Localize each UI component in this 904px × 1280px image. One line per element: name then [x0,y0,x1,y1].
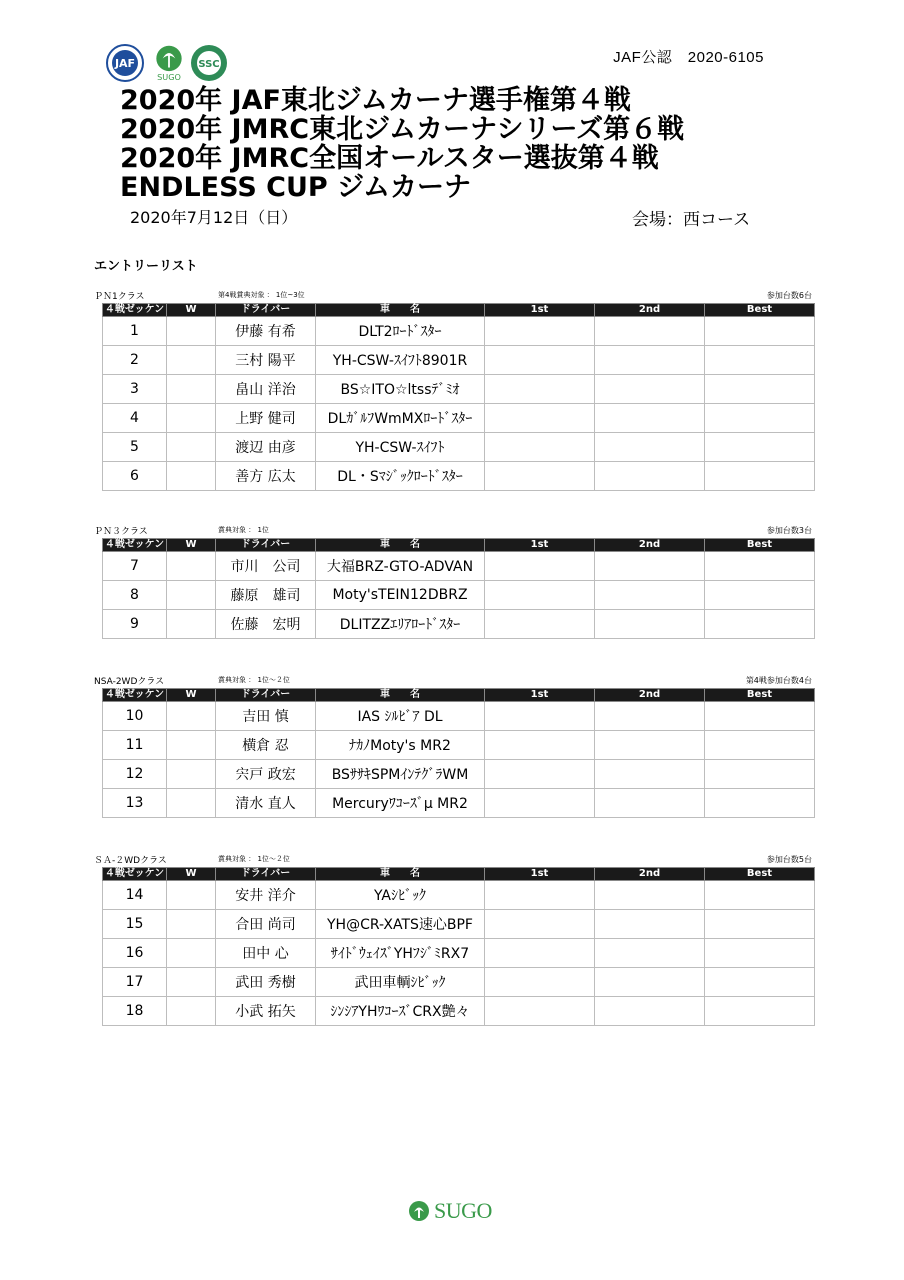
event-title-2: 2020年 JMRC東北ジムカーナシリーズ第６戦 [120,114,685,145]
sugo-logo-icon [150,44,188,82]
best-time-cell [705,375,815,404]
driver-cell: 三村 陽平 [216,346,316,375]
car-name-cell: YAｼﾋﾞｯｸ [316,881,485,910]
1st-run-cell [485,968,595,997]
entry-table [102,538,815,639]
car-number-cell: 15 [103,910,167,939]
1st-run-cell [485,404,595,433]
driver-cell: 畠山 洋治 [216,375,316,404]
column-header: 2nd [595,868,705,881]
table-header-row [103,304,815,317]
driver-cell: 横倉 忍 [216,731,316,760]
table-row [103,346,815,375]
1st-run-cell [485,939,595,968]
2nd-run-cell [595,404,705,433]
class-section [94,853,814,1026]
car-name-cell: DL・Sﾏｼﾞｯｸﾛｰﾄﾞｽﾀｰ [316,462,485,491]
best-time-cell [705,910,815,939]
table-header-row [103,539,815,552]
footer-brand-text: SUGO [434,1198,492,1223]
1st-run-cell [485,317,595,346]
w-cell [167,968,216,997]
driver-cell: 小武 拓矢 [216,997,316,1026]
w-cell [167,346,216,375]
column-header: ４戦ゼッケン [103,868,167,881]
sugo-leaf-icon [408,1200,430,1222]
driver-cell: 宍戸 政宏 [216,760,316,789]
car-name-cell: IAS ｼﾙﾋﾞｱ DL [316,702,485,731]
car-number-cell: 7 [103,552,167,581]
table-header-row [103,868,815,881]
2nd-run-cell [595,610,705,639]
table-row [103,968,815,997]
2nd-run-cell [595,910,705,939]
car-name-cell: DLITZZｴﾘｱﾛｰﾄﾞｽﾀｰ [316,610,485,639]
car-number-cell: 10 [103,702,167,731]
best-time-cell [705,881,815,910]
class-section [94,289,814,491]
1st-run-cell [485,581,595,610]
best-time-cell [705,404,815,433]
column-header: Best [705,304,815,317]
w-cell [167,404,216,433]
jaf-approval-number: JAF公認 2020-6105 [613,49,764,66]
event-titles [120,86,684,202]
class-section-header [94,674,814,688]
column-header: ドライバー [216,868,316,881]
car-number-cell: 8 [103,581,167,610]
column-header: 車 名 [316,689,485,702]
2nd-run-cell [595,552,705,581]
car-name-cell: YH@CR-XATS速心BPF [316,910,485,939]
entry-table [102,688,815,818]
w-cell [167,997,216,1026]
best-time-cell [705,702,815,731]
table-row [103,462,815,491]
w-cell [167,881,216,910]
table-row [103,997,815,1026]
driver-cell: 善方 広太 [216,462,316,491]
car-number-cell: 1 [103,317,167,346]
car-name-cell: ｻｲﾄﾞｳｪｲｽﾞYHﾌｼﾞﾐRX7 [316,939,485,968]
best-time-cell [705,317,815,346]
column-header: 1st [485,304,595,317]
2nd-run-cell [595,731,705,760]
best-time-cell [705,552,815,581]
1st-run-cell [485,881,595,910]
column-header: W [167,539,216,552]
column-header: 1st [485,689,595,702]
car-number-cell: 13 [103,789,167,818]
svg-text:JAF: JAF [114,57,136,70]
car-name-cell: DLT2ﾛｰﾄﾞｽﾀｰ [316,317,485,346]
table-row [103,610,815,639]
driver-cell: 伊藤 有希 [216,317,316,346]
w-cell [167,317,216,346]
entry-count: 参加台数3台 [766,526,812,535]
entry-table [102,867,815,1026]
table-row [103,731,815,760]
class-section-header [94,289,814,303]
car-name-cell: 武田車輌ｼﾋﾞｯｸ [316,968,485,997]
event-title-3: 2020年 JMRC全国オールスター選抜第４戦 [120,143,659,174]
car-name-cell: YH-CSW-ｽｲﾌﾄ8901R [316,346,485,375]
driver-cell: 清水 直人 [216,789,316,818]
column-header: 1st [485,868,595,881]
1st-run-cell [485,731,595,760]
table-row [103,881,815,910]
1st-run-cell [485,789,595,818]
car-name-cell: DLｶﾞﾙﾌWmMXﾛｰﾄﾞｽﾀｰ [316,404,485,433]
class-name: ＰＮ1クラス [94,292,145,302]
award-eligibility: 賞典対象 ： 1位～２位 [218,855,290,863]
w-cell [167,939,216,968]
best-time-cell [705,610,815,639]
driver-cell: 佐藤 宏明 [216,610,316,639]
svg-text:SUGO: SUGO [157,72,181,82]
car-number-cell: 16 [103,939,167,968]
entry-list-title: エントリーリスト [94,259,198,274]
column-header: ４戦ゼッケン [103,539,167,552]
2nd-run-cell [595,939,705,968]
car-number-cell: 4 [103,404,167,433]
2nd-run-cell [595,346,705,375]
column-header: 車 名 [316,539,485,552]
2nd-run-cell [595,760,705,789]
column-header: ドライバー [216,539,316,552]
column-header: W [167,689,216,702]
2nd-run-cell [595,462,705,491]
1st-run-cell [485,702,595,731]
driver-cell: 市川 公司 [216,552,316,581]
car-number-cell: 11 [103,731,167,760]
table-row [103,581,815,610]
best-time-cell [705,433,815,462]
driver-cell: 吉田 慎 [216,702,316,731]
1st-run-cell [485,375,595,404]
table-row [103,317,815,346]
class-name: NSA-2WDクラス [94,677,165,687]
entry-count: 参加台数5台 [766,855,812,864]
car-number-cell: 6 [103,462,167,491]
jaf-logo-icon [106,44,144,82]
2nd-run-cell [595,968,705,997]
award-eligibility: 賞典対象 ： 1位 [218,526,269,534]
best-time-cell [705,581,815,610]
best-time-cell [705,968,815,997]
column-header: W [167,304,216,317]
w-cell [167,702,216,731]
2nd-run-cell [595,317,705,346]
car-number-cell: 17 [103,968,167,997]
car-number-cell: 14 [103,881,167,910]
driver-cell: 田中 心 [216,939,316,968]
car-name-cell: 大福BRZ-GTO-ADVAN [316,552,485,581]
column-header: Best [705,539,815,552]
w-cell [167,731,216,760]
2nd-run-cell [595,789,705,818]
2nd-run-cell [595,433,705,462]
1st-run-cell [485,760,595,789]
w-cell [167,610,216,639]
event-date: 2020年7月12日（日） [130,208,298,227]
award-eligibility: 賞典対象 ： 1位～２位 [218,676,290,684]
w-cell [167,552,216,581]
column-header: 1st [485,539,595,552]
1st-run-cell [485,997,595,1026]
entry-table [102,303,815,491]
table-row [103,760,815,789]
car-name-cell: Moty'sTEIN12DBRZ [316,581,485,610]
best-time-cell [705,731,815,760]
car-number-cell: 2 [103,346,167,375]
driver-cell: 合田 尚司 [216,910,316,939]
table-row [103,702,815,731]
column-header: 2nd [595,304,705,317]
car-name-cell: ﾅｶﾉMoty's MR2 [316,731,485,760]
column-header: Best [705,868,815,881]
car-number-cell: 3 [103,375,167,404]
best-time-cell [705,760,815,789]
car-name-cell: YH-CSW-ｽｲﾌﾄ [316,433,485,462]
event-title-4: ENDLESS CUP ジムカーナ [120,172,472,203]
driver-cell: 上野 健司 [216,404,316,433]
class-name: ＳＡ-２WDクラス [94,856,167,866]
award-eligibility: 第4戦賞典対象 ： 1位~3位 [218,291,305,299]
car-number-cell: 18 [103,997,167,1026]
table-row [103,789,815,818]
2nd-run-cell [595,997,705,1026]
1st-run-cell [485,433,595,462]
ssc-logo-icon [190,44,228,82]
column-header: W [167,868,216,881]
2nd-run-cell [595,375,705,404]
w-cell [167,760,216,789]
w-cell [167,910,216,939]
class-section-header [94,524,814,538]
best-time-cell [705,462,815,491]
driver-cell: 渡辺 由彦 [216,433,316,462]
1st-run-cell [485,610,595,639]
car-number-cell: 5 [103,433,167,462]
2nd-run-cell [595,881,705,910]
event-title-1: 2020年 JAF東北ジムカーナ選手権第４戦 [120,85,631,116]
1st-run-cell [485,910,595,939]
1st-run-cell [485,462,595,491]
driver-cell: 藤原 雄司 [216,581,316,610]
column-header: 車 名 [316,868,485,881]
class-section [94,524,814,639]
1st-run-cell [485,552,595,581]
column-header: ４戦ゼッケン [103,689,167,702]
1st-run-cell [485,346,595,375]
best-time-cell [705,346,815,375]
2nd-run-cell [595,581,705,610]
w-cell [167,462,216,491]
table-row [103,939,815,968]
entry-count: 参加台数6台 [766,291,812,300]
best-time-cell [705,789,815,818]
driver-cell: 武田 秀樹 [216,968,316,997]
class-name: ＰＮ３クラス [94,527,148,537]
column-header: 2nd [595,539,705,552]
w-cell [167,581,216,610]
entry-count: 第4戦参加台数4台 [745,676,812,685]
column-header: 車 名 [316,304,485,317]
car-number-cell: 12 [103,760,167,789]
2nd-run-cell [595,702,705,731]
table-header-row [103,689,815,702]
column-header: ４戦ゼッケン [103,304,167,317]
table-row [103,910,815,939]
column-header: ドライバー [216,304,316,317]
column-header: 2nd [595,689,705,702]
table-row [103,552,815,581]
w-cell [167,375,216,404]
class-section-header [94,853,814,867]
best-time-cell [705,997,815,1026]
table-row [103,404,815,433]
driver-cell: 安井 洋介 [216,881,316,910]
event-venue: 会場：西コース [632,210,751,230]
car-name-cell: Mercuryﾜｺｰｽﾞμ MR2 [316,789,485,818]
best-time-cell [705,939,815,968]
table-row [103,375,815,404]
car-number-cell: 9 [103,610,167,639]
car-name-cell: BSｻｻｷSPMｲﾝﾃｸﾞﾗWM [316,760,485,789]
svg-text:SSC: SSC [198,59,220,70]
class-section [94,674,814,818]
column-header: ドライバー [216,689,316,702]
car-name-cell: BS☆ITO☆ltssﾃﾞﾐｵ [316,375,485,404]
w-cell [167,789,216,818]
car-name-cell: ｼﾝｼｱYHﾜｺｰｽﾞCRX艶々 [316,997,485,1026]
w-cell [167,433,216,462]
column-header: Best [705,689,815,702]
table-row [103,433,815,462]
